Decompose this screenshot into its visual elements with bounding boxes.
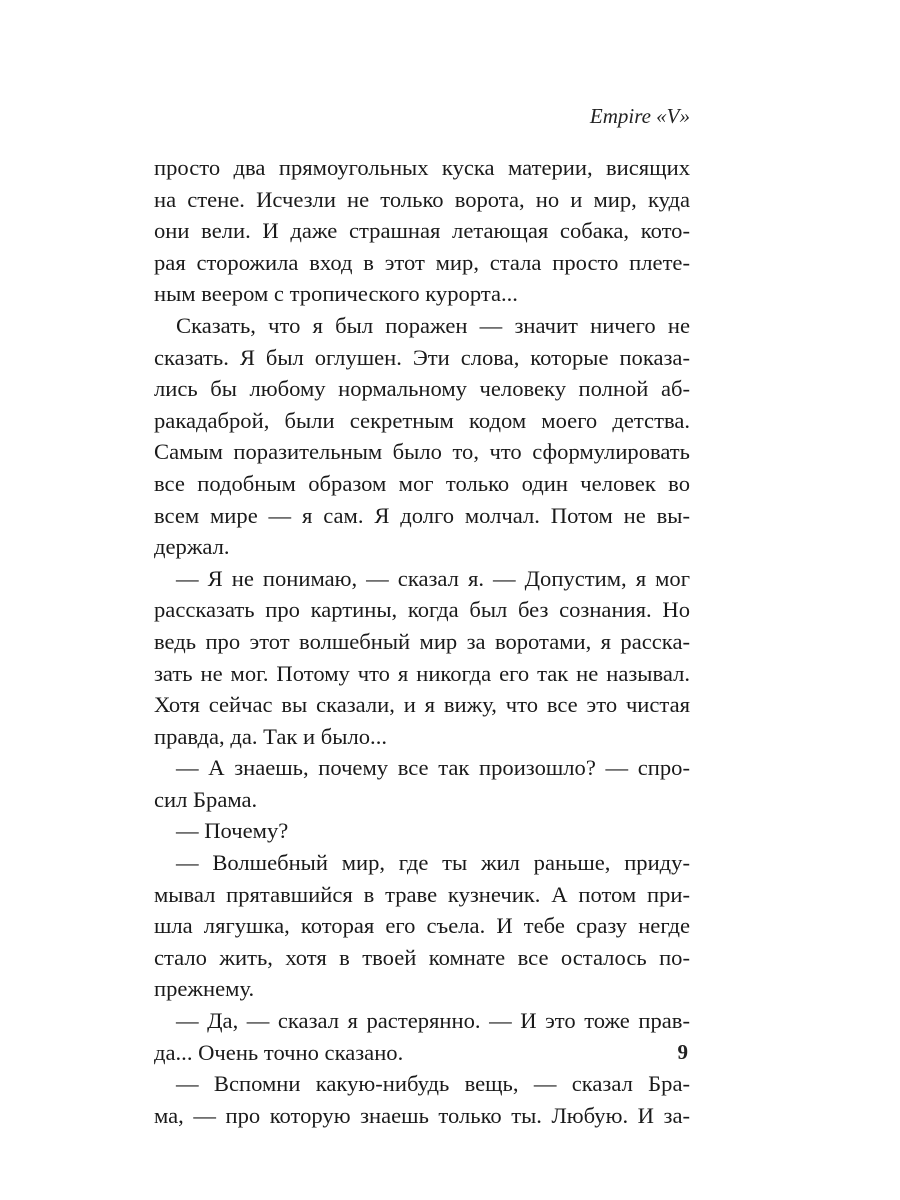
text-line: — Волшебный мир, где ты жил раньше, приду- bbox=[176, 850, 690, 876]
text-line: стало жить, хотя в твоей комнате все осталось по- bbox=[154, 944, 690, 970]
text-line: — А знаешь, почему все так произошло? — спро- bbox=[176, 755, 690, 781]
text-line: — Вспомни какую-нибудь вещь, — сказал Бра- bbox=[176, 1071, 690, 1097]
page-number: 9 bbox=[677, 1040, 688, 1064]
text-line: правда, да. Так и было... bbox=[154, 723, 387, 749]
text-line: шла лягушка, которая его съела. И тебе сразу негде bbox=[154, 913, 690, 939]
text-line: — Почему? bbox=[176, 818, 289, 844]
text-line: лись бы любому нормальному человеку полной аб- bbox=[154, 376, 690, 402]
text-line: всем мире — я сам. Я долго молчал. Потом не вы- bbox=[154, 502, 690, 528]
text-line: — Да, — сказал я растерянно. — И это тоже прав- bbox=[176, 1008, 690, 1034]
text-line: Хотя сейчас вы сказали, и я вижу, что все это чистая bbox=[154, 692, 690, 718]
text-line: рая сторожила вход в этот мир, стала просто плете- bbox=[154, 249, 690, 275]
text-line: рассказать про картины, когда был без сознания. Но bbox=[154, 597, 690, 623]
text-line: сил Брама. bbox=[154, 786, 258, 812]
body-text bbox=[154, 152, 690, 1131]
text-line: — Я не понимаю, — сказал я. — Допустим, я мог bbox=[176, 565, 690, 591]
text-line: сказать. Я был оглушен. Эти слова, которые показа- bbox=[154, 344, 690, 370]
text-line: да... Очень точно сказано. bbox=[154, 1039, 404, 1065]
text-line: зать не мог. Потому что я никогда его так не называл. bbox=[154, 660, 690, 686]
text-line: все подобным образом мог только один человек во bbox=[154, 470, 690, 496]
text-line: прежнему. bbox=[154, 976, 255, 1002]
text-line: на стене. Исчезли не только ворота, но и мир, куда bbox=[154, 186, 690, 212]
text-line: просто два прямоугольных куска материи, висящих bbox=[154, 155, 690, 180]
text-line: ведь про этот волшебный мир за воротами, я расска- bbox=[154, 628, 690, 654]
text-line: они вели. И даже страшная летающая собака, кото- bbox=[154, 218, 690, 244]
text-line: ным веером с тропического курорта... bbox=[154, 281, 518, 307]
text-line: держал. bbox=[154, 534, 230, 560]
text-line: мывал прятавшийся в траве кузнечик. А потом при- bbox=[154, 881, 690, 907]
text-line: Сказать, что я был поражен — значит ничего не bbox=[176, 312, 690, 338]
running-head-title: Empire «V» bbox=[589, 104, 690, 128]
text-line: ракадаброй, были секретным кодом моего детства. bbox=[154, 407, 690, 433]
text-line: Самым поразительным было то, что сформулировать bbox=[154, 439, 690, 465]
text-line: ма, — про которую знаешь только ты. Любую. И за- bbox=[154, 1102, 690, 1128]
